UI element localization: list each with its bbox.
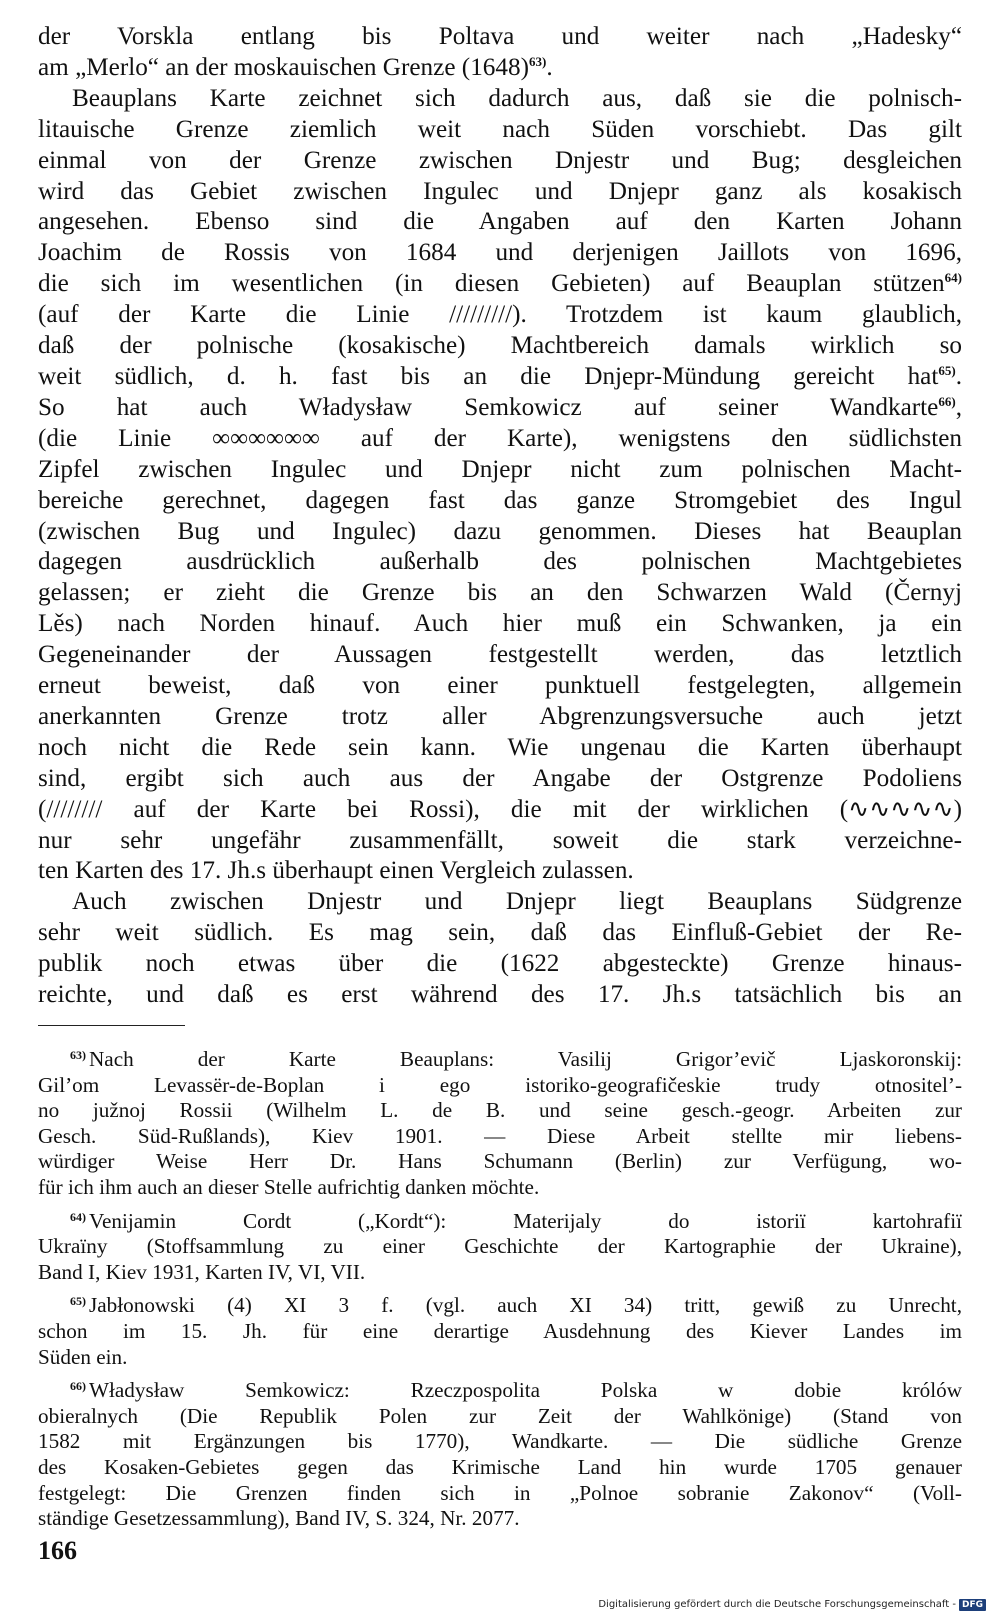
footnote-line: festgelegt: Die Grenzen finden sich in „Polnoe sobranie Zakonov“ (Voll- — [38, 1480, 962, 1505]
footnote-number: 64) — [70, 1209, 86, 1224]
footnote-ref-66[interactable]: 66) — [938, 393, 956, 409]
text-line: Gegeneinander der Aussagen festgestellt werden, das letztlich — [38, 641, 962, 669]
text-line: sind, ergibt sich auch aus der Angabe der Ostgrenze Podoliens — [38, 764, 962, 792]
text-line: gelassen; er zieht die Grenze bis an den Schwarzen Wald (Černyj — [38, 579, 962, 607]
footnote-line: 1582 mit Ergänzungen bis 1770), Wandkarte. — Die südliche Grenze — [38, 1429, 962, 1454]
footnotes — [38, 1043, 962, 1536]
text-line: publik noch etwas über die (1622 abgesteckte) Grenze hinaus- — [38, 950, 962, 978]
footnote-line: Band I, Kiev 1931, Karten IV, VI, VII. — [38, 1259, 366, 1284]
footnote-line: no južnoj Rossii (Wilhelm L. de B. und seine gesch.-geogr. Arbeiten zur — [38, 1098, 962, 1123]
text-line: sehr weit südlich. Es mag sein, daß das Einfluß-Gebiet der Re- — [38, 919, 962, 947]
footnote-line: $^{66)}$ Władysław Semkowicz: Rzeczpospolita Polska w dobie królów — [70, 1378, 962, 1403]
footnote-ref-63[interactable]: 63) — [528, 53, 547, 69]
dfg-logo: DFG — [959, 1599, 986, 1611]
text-line: ten Karten des 17. Jh.s überhaupt einen Vergleich zulassen. — [38, 857, 634, 885]
footnote-63 — [38, 1043, 962, 1201]
text-line: Beauplans Karte zeichnet sich dadurch aus, daß sie die polnisch- — [72, 84, 962, 112]
page-number: 166 — [38, 1536, 77, 1565]
footnote-64 — [38, 1205, 962, 1286]
text-line: bereiche gerechnet, dagegen fast das ganze Stromgebiet des Ingul — [38, 486, 962, 514]
footnote-line: Gesch. Süd-Rußlands), Kiev 1901. — Diese Arbeit stellte mir liebens- — [38, 1123, 962, 1148]
footnote-line: ständige Gesetzessammlung), Band IV, S. 324, Nr. 2077. — [38, 1506, 520, 1531]
footnote-line: des Kosaken-Gebietes gegen das Krimische Land hin wurde 1705 genauer — [38, 1454, 962, 1479]
text-line: Auch zwischen Dnjestr und Dnjepr liegt Beauplans Südgrenze — [72, 888, 962, 916]
text-line: angesehen. Ebenso sind die Angaben auf den Karten Johann — [38, 208, 962, 236]
footnote-number: 63) — [70, 1048, 86, 1062]
text-line: (die Linie ∞∞∞∞∞∞ auf der Karte), wenigstens den südlichsten — [38, 424, 962, 452]
text-line: erneut beweist, daß von einer punktuell festgelegten, allgemein — [38, 672, 962, 700]
text-line: daß der polnische (kosakische) Machtbereich damals wirklich so — [38, 332, 962, 360]
text-line: am „Merlo“ an der moskauischen Grenze $(1648)^{63)}$. — [38, 53, 553, 81]
footnote-line: Süden ein. — [38, 1344, 128, 1369]
footnote-line: obieralnych (Die Republik Polen zur Zeit der Wahlkönige) (Stand von — [38, 1403, 962, 1428]
text-line: (//////// auf der Karte bei Rossi), die mit der wirklichen (∿∿∿∿∿) — [38, 795, 962, 823]
digitization-credit — [598, 1599, 986, 1611]
text-line: (auf der Karte die Linie /////////). Trotzdem ist kaum glaublich, — [38, 301, 962, 329]
footnote-line: $^{63)}$ Nach der Karte Beauplans: Vasilij Grigor’evič Ljaskoronskij: — [70, 1047, 962, 1071]
text-line: nur sehr ungefähr zusammenfällt, soweit die stark verzeichne- — [38, 826, 962, 854]
footnote-ref-65[interactable]: 65) — [938, 362, 956, 378]
footnote-line: würdiger Weise Herr Dr. Hans Schumann (Berlin) zur Verfügung, wo- — [38, 1149, 962, 1174]
text-line: weit südlich, d. h. fast bis an die Dnjepr-Mündung gereicht hat$^{65)}$. — [38, 362, 962, 390]
footnote-65 — [38, 1289, 962, 1370]
text-line: Lěs) nach Norden hinauf. Auch hier muß ein Schwanken, ja ein — [38, 610, 962, 638]
text-line: wird das Gebiet zwischen Ingulec und Dnjepr ganz als kosakisch — [38, 177, 962, 205]
text-line: der Vorskla entlang bis Poltava und weiter nach „Hadesky“ — [38, 23, 962, 50]
footnote-line: schon im 15. Jh. für eine derartige Ausdehnung des Kiever Landes im — [38, 1318, 962, 1343]
text-line: anerkannten Grenze trotz aller Abgrenzungsversuche auch jetzt — [38, 702, 962, 730]
text-line: dagegen ausdrücklich außerhalb des polnischen Machtgebietes — [38, 548, 962, 576]
text-line: litauische Grenze ziemlich weit nach Süden vorschiebt. Das gilt — [38, 115, 962, 143]
footnote-divider — [38, 1025, 185, 1026]
text-line: einmal von der Grenze zwischen Dnjestr und Bug; desgleichen — [38, 146, 962, 174]
footnote-line: $^{65)}$ Jabłonowski (4) XI 3 f. (vgl. auch XI 34) tritt, gewiß zu Unrecht, — [70, 1293, 962, 1318]
text-line: So hat auch Władysław Semkowicz auf seiner Wandkarte$^{66)}$, — [38, 393, 962, 421]
text-line: (zwischen Bug und Ingulec) dazu genommen. Dieses hat Beauplan — [38, 517, 962, 545]
footnote-66 — [38, 1374, 962, 1532]
footnote-ref-64[interactable]: 64) — [944, 270, 962, 286]
text-line: Joachim de Rossis von 1684 und derjenigen Jaillots von 1696, — [38, 239, 962, 267]
footnote-line: für ich ihm auch an dieser Stelle aufrichtig danken möchte. — [38, 1174, 540, 1199]
footnote-line: $^{64)}$ Venijamin Cordt („Kordt“): Materijaly do istoriï kartohrafiï — [70, 1208, 962, 1233]
body-text — [38, 22, 962, 1011]
footnote-line: Ukraïny (Stoffsammlung zu einer Geschichte der Kartographie der Ukraine), — [38, 1234, 962, 1259]
credit-text: Digitalisierung gefördert durch die Deutsche Forschungsgemeinschaft - — [598, 1599, 956, 1610]
text-line: Zipfel zwischen Ingulec und Dnjepr nicht zum polnischen Macht- — [38, 455, 962, 483]
footnote-line: Gil’om Levassër-de-Boplan i ego istoriko-geografičeskie trudy otnositel’- — [38, 1072, 962, 1097]
footnote-number: 66) — [70, 1379, 86, 1394]
footnote-number: 65) — [70, 1294, 86, 1309]
text-line: die sich im wesentlichen (in diesen Gebieten) auf Beauplan stützen$^{64)}$ — [38, 270, 962, 298]
text-line: noch nicht die Rede sein kann. Wie ungenau die Karten überhaupt — [38, 733, 962, 761]
text-line: reichte, und daß es erst während des 17. Jh.s tatsächlich bis an — [38, 981, 962, 1009]
